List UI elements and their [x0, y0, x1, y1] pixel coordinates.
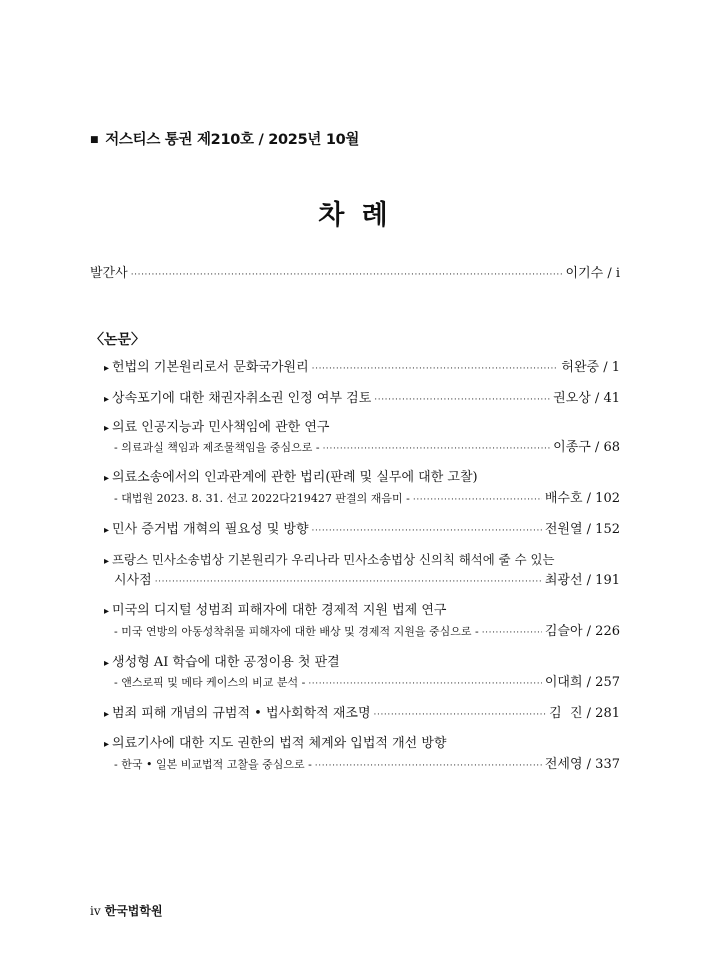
entry-author: 이대희 / 257	[544, 675, 620, 690]
preface-row[interactable]	[90, 266, 620, 283]
page-number: iv	[90, 904, 101, 918]
section-label: 〈논문〉	[90, 332, 146, 348]
dot-leader	[131, 267, 563, 283]
toc-entry-title-line[interactable]	[104, 552, 554, 570]
dot-leader	[308, 676, 542, 692]
dot-leader	[312, 523, 542, 539]
entry-title: 범죄 피해 개념의 규범적 • 법사회학적 재조명	[112, 706, 371, 721]
arrow-icon: ▸	[104, 394, 110, 405]
entry-subtitle: - 한국 • 일본 비교법적 고찰을 중심으로 -	[114, 758, 312, 771]
toc-entry[interactable]	[114, 573, 620, 590]
toc-entry-title-line[interactable]	[104, 470, 478, 487]
entry-title: 생성형 AI 학습에 대한 공정이용 첫 판결	[112, 655, 340, 670]
page-title: 차 례	[318, 200, 392, 231]
dot-leader	[482, 625, 542, 641]
dot-leader	[323, 441, 551, 457]
publisher-name: 한국법학원	[104, 904, 163, 918]
dot-leader	[155, 574, 542, 590]
arrow-icon: ▸	[104, 739, 110, 750]
page-footer	[90, 902, 163, 919]
toc-entry-title-line[interactable]	[104, 655, 340, 672]
arrow-icon: ▸	[104, 363, 110, 374]
preface-author: 이기수 / i	[565, 266, 620, 281]
dot-leader	[413, 492, 542, 508]
entry-author: 이종구 / 68	[553, 440, 620, 455]
entry-author: 배수호 / 102	[544, 491, 620, 506]
entry-title: 미국의 디지털 성범죄 피해자에 대한 경제적 지원 법제 연구	[112, 603, 447, 618]
dot-leader	[374, 392, 550, 408]
dot-leader	[315, 758, 542, 774]
entry-subtitle: - 대법원 2023. 8. 31. 선고 2022다219427 판결의 재음미 -	[114, 492, 410, 505]
entry-author: 김 진 / 281	[549, 706, 620, 721]
entry-author: 권오상 / 41	[553, 391, 620, 406]
entry-title: 프랑스 민사소송법상 기본원리가 우리나라 민사소송법상 신의칙 해석에 줄 수 있는	[112, 552, 555, 567]
entry-author: 허완중 / 1	[561, 360, 620, 375]
preface-label: 발간사	[90, 266, 128, 281]
entry-title: 의료소송에서의 인과관계에 관한 법리(판례 및 실무에 대한 고찰)	[112, 470, 478, 485]
entry-title: 헌법의 기본원리로서 문화국가원리	[112, 360, 309, 375]
entry-author: 전원열 / 152	[544, 522, 620, 537]
toc-entry[interactable]	[114, 491, 620, 508]
journal-header	[90, 128, 359, 149]
toc-entry[interactable]	[114, 440, 620, 457]
toc-entry[interactable]	[114, 757, 620, 774]
toc-entry[interactable]	[114, 675, 620, 692]
entry-title: 상속포기에 대한 채권자취소권 인정 여부 검토	[112, 391, 372, 406]
entry-title: 민사 증거법 개혁의 필요성 및 방향	[112, 522, 309, 537]
entry-author: 전세영 / 337	[544, 757, 620, 772]
toc-entry-title-line[interactable]	[104, 736, 446, 753]
entry-title: 의료기사에 대한 지도 권한의 법적 체계와 입법적 개선 방향	[112, 736, 447, 751]
dot-leader	[312, 361, 559, 377]
entry-subtitle: - 앤스로픽 및 메타 케이스의 비교 분석 -	[114, 676, 306, 689]
entry-author: 김슬아 / 226	[544, 624, 620, 639]
toc-entry[interactable]	[114, 624, 620, 641]
arrow-icon: ▸	[104, 658, 110, 669]
toc-entry[interactable]	[104, 360, 620, 377]
entry-author: 최광선 / 191	[544, 573, 620, 588]
journal-issue: 저스티스 통권 제210호 / 2025년 10월	[105, 132, 360, 148]
toc-entry-title-line[interactable]	[104, 603, 446, 620]
arrow-icon: ▸	[104, 606, 110, 617]
entry-title-continuation: 시사점	[114, 573, 152, 588]
arrow-icon: ▸	[104, 423, 110, 434]
toc-entry[interactable]	[104, 522, 620, 539]
arrow-icon: ▸	[104, 473, 110, 484]
toc-entry[interactable]	[104, 391, 620, 408]
entry-subtitle: - 미국 연방의 아동성착취물 피해자에 대한 배상 및 경제적 지원을 중심으로 -	[114, 625, 479, 638]
dot-leader	[374, 707, 547, 723]
square-bullet-icon: ■	[90, 135, 99, 145]
toc-entry[interactable]	[104, 706, 620, 723]
arrow-icon: ▸	[104, 556, 110, 567]
arrow-icon: ▸	[104, 525, 110, 536]
entry-subtitle: - 의료과실 책임과 제조물책임을 중심으로 -	[114, 441, 320, 454]
entry-title: 의료 인공지능과 민사책임에 관한 연구	[112, 420, 330, 435]
toc-entry-title-line[interactable]	[104, 420, 330, 437]
arrow-icon: ▸	[104, 709, 110, 720]
